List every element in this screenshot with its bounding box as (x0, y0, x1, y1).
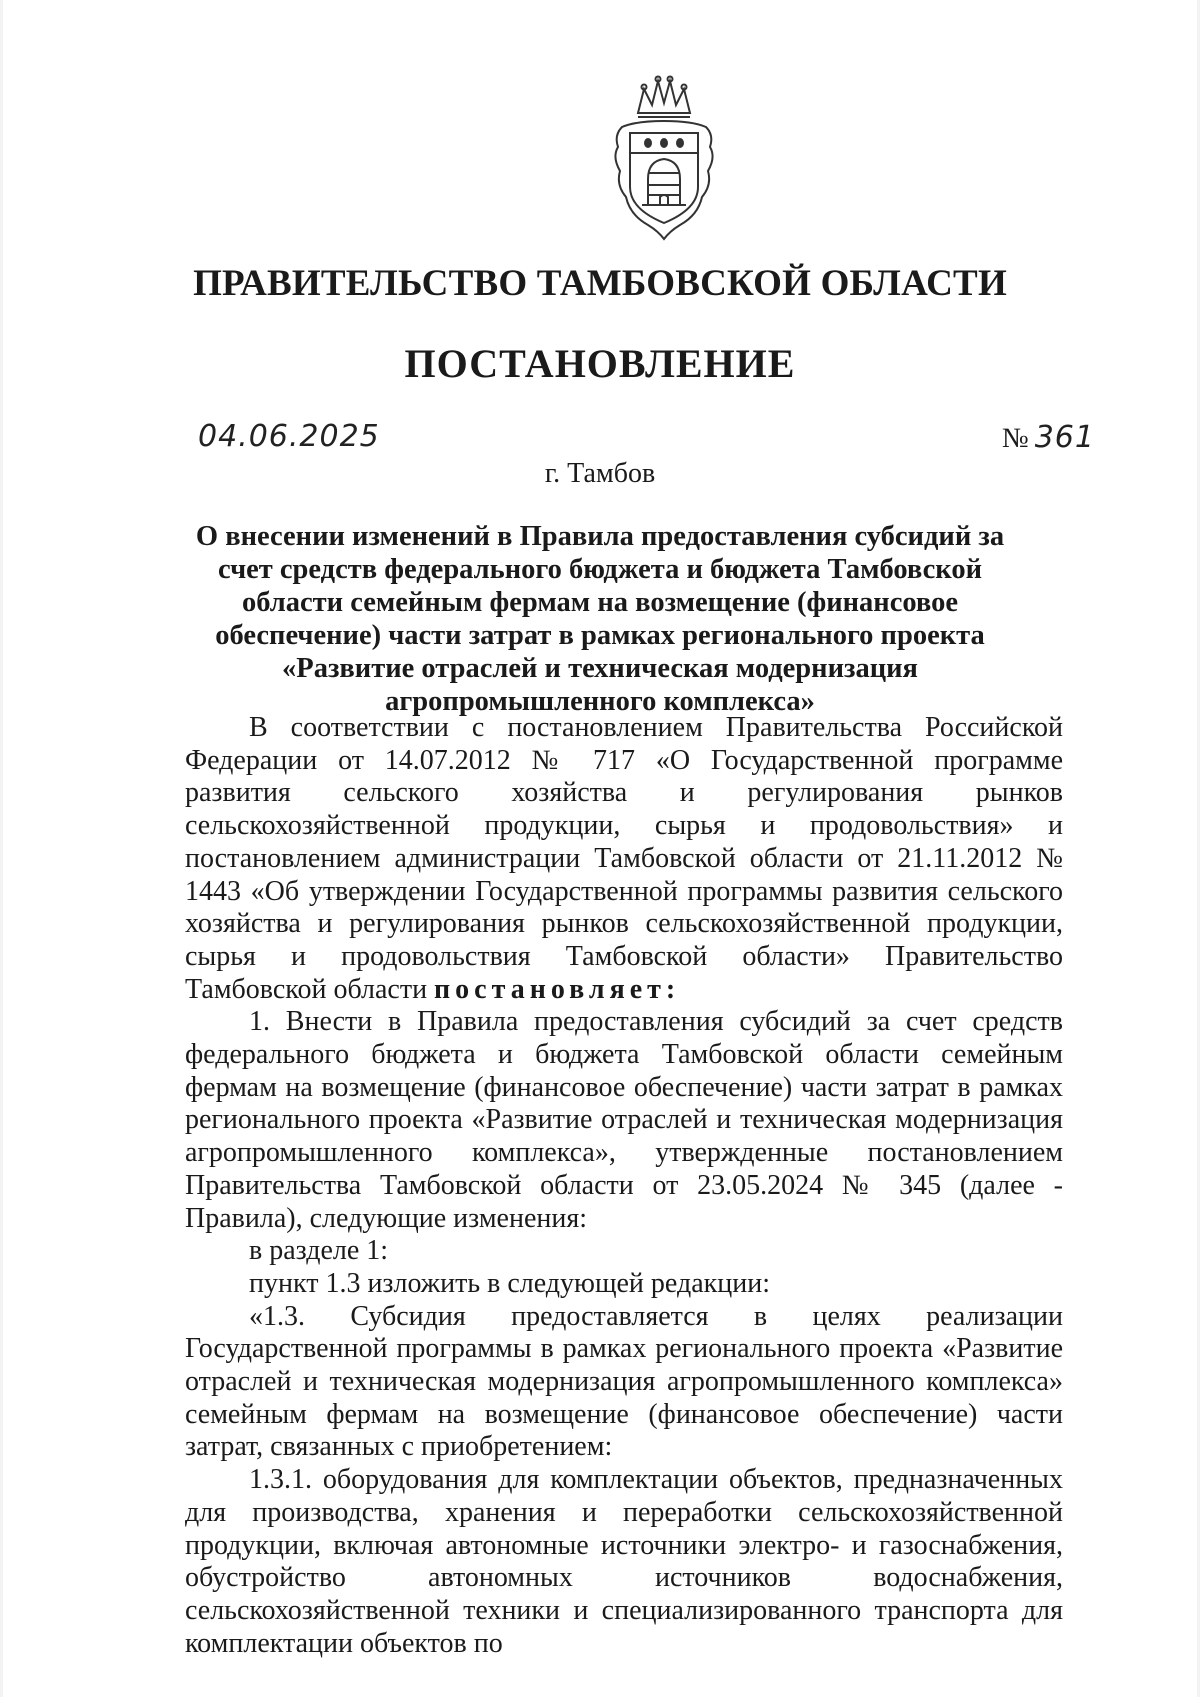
body-paragraph-4: «1.3. Субсидия предоставляется в целях реализации Государственной программы в рамках регионального проекта «Развитие отраслей и техническая модернизация агропромышленного комплекса» семейным фермам на возмещение (финансовое обеспечение) части затрат, связанных с приобретением: (185, 1300, 1063, 1463)
government-title: ПРАВИТЕЛЬСТВО ТАМБОВСКОЙ ОБЛАСТИ (193, 263, 1007, 304)
body-paragraph-1: 1. Внести в Правила предоставления субсидий за счет средств федерального бюджета и бюджета Тамбовской области семейным фермам на возмещение (финансовое обеспечение) части затрат в рамках регионального проекта «Развитие отраслей и техническая модернизация агропромышленного комплекса», утвержденные постановлением Правительства Тамбовской области от 23.05.2024 № 345 (далее - Правила), следующие изменения: (185, 1006, 1063, 1234)
preamble-paragraph (185, 712, 1063, 1006)
body-paragraph-3: пункт 1.3 изложить в следующей редакции: (249, 1267, 770, 1299)
body-paragraph-5: 1.3.1. оборудования для комплектации объектов, предназначенных для производства, хранения и переработки сельскохозяйственной продукции, включая автономные источники электро- и газоснабжения, обустройство автономных источников водоснабжения, сельскохозяйственной техники и специализированного транспорта для комплектации объектов по (185, 1464, 1063, 1659)
preamble-text: В соответствии с постановлением Правительства Российской Федерации от 14.07.2012 № 717 «О Государственной программе развития сельского хозяйства и регулирования рынков сельскохозяйственной продукции, сырья и продовольствия» и постановлением администрации Тамбовской области от 21.11.2012 № 1443 «Об утверждении Государственной программы развития сельского хозяйства и регулирования рынков сельскохозяйственной продукции, сырья и продовольствия Тамбовской области» Правительство Тамбовской области (185, 712, 1063, 1005)
document-number (1002, 420, 1095, 455)
number-label: № (1002, 423, 1029, 454)
document-type: ПОСТАНОВЛЕНИЕ (404, 341, 796, 386)
document-body (185, 712, 1063, 1660)
handwritten-number: 361 (1034, 420, 1095, 455)
scan-edge-left (0, 0, 3, 1697)
coat-of-arms-icon (608, 75, 720, 245)
body-paragraph-2: в разделе 1: (249, 1235, 389, 1267)
document-subject: О внесении изменений в Правила предоставления субсидий за счет средств федерального бюджета и бюджета Тамбовской области семейным фермам на возмещение (финансовое обеспечение) части затрат в рамках регионального проекта «Развитие отраслей и техническая модернизация агропромышленного комплекса» (195, 521, 1005, 717)
decree-word: постановляет: (434, 973, 681, 1005)
city: г. Тамбов (544, 458, 656, 489)
handwritten-date: 04.06.2025 (198, 419, 380, 454)
